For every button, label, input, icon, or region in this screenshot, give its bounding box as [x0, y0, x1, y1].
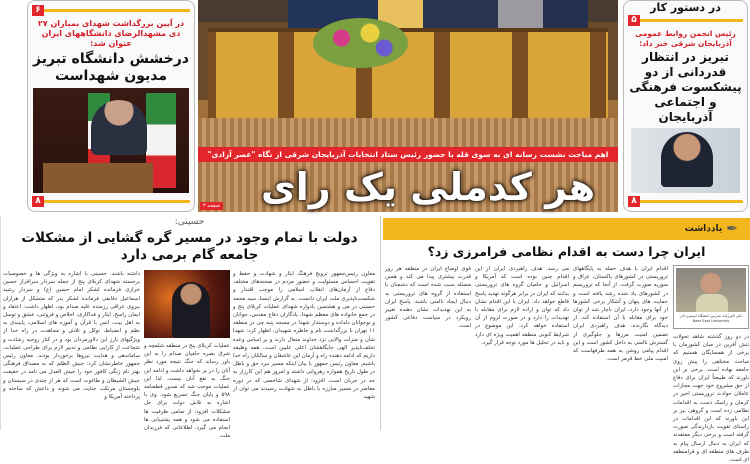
flower-arrangement [313, 18, 408, 68]
left-teaser-box[interactable] [27, 0, 195, 212]
page-ref-bottom: ۸ [32, 196, 190, 207]
note-body [383, 265, 750, 464]
section-bar [383, 218, 750, 240]
right-headline[interactable]: تبریز در انتظار قدردانی از دو پیشکسوت فرهنگی و اجتماعی آذربایجان [629, 50, 742, 124]
article-speaker: حسینی: [174, 217, 205, 227]
article-hosseini [0, 216, 378, 440]
article-column-middle: عملیات کربلای پنج در منطقه شلمچه و شرق بصره حامیان صدام را به این باور رساند که جنگ نتیجه مورد نظر آنان را در بر نخواهد داشت و ادامه این جنگ به نفع آنان نیست. لذا این عملیات موجب شد که صدور قطعنامه ۵۹۸ و پایان جنگ تسریع شود. وی با اشاره به تلاش دولت برای حل مشکلات افزود: از تمامی ظرفیت ها استفاده می شود و همه پشتیبانی ها انجام می گیرد. اطلاعاتی که فرزندان ملت [144, 343, 230, 440]
note-column-2: اقدام ایران با هدف حمله به پایگاههای تروریستی در کشورهای پاکستان، عراق و سوریه صورت گرفت. از آنجا که تروریسم در کشورهای یاد شده رشد یافته است و حمایت های پنهان و آشکار برخی کشورها از آنها وجود دارد، ایران ناچار شد از توان خود برای مقابله با آن استفاده کند. از دیدگاه نگارنده، هدف راهبردی ایران تضمین امنیت مرزها و جلوگیری از گسترش ناامنی به داخل کشور است و این اقدام پیامی روشن به همه طرفهاست که امنیت ملی خط قرمز است. [573, 266, 668, 363]
left-headline[interactable]: درخشش دانشگاه تبریز مدیون شهداست [33, 51, 189, 84]
headline-block [198, 147, 618, 212]
author-photo-frame [673, 265, 749, 329]
hosseini-figure [172, 282, 210, 338]
article-column-right: معاون رئیس‌جمهور ترویج فرهنگ ایثار و شهادت و حفظ و تقویت احساس مسئولیت و حضور مردم در صحنه‌های مختلف دفاع از آرمان‌های انقلاب اسلامی را موجب اقتدار و شکست‌ناپذیری ملت ایران دانست. به گزارش ایسنا، سید محمد حسینی در می و هشتمین یادواره شهدای عملیات کربلای پنج و در جمع خانواده های معظم شهدا، یادگاران دفاع مقدس، جوانان و نوجوانان دلداده و دوستدار شهدا در مسجد پنبه چی در منطقه ۱۱ تهران با بزرگداشت نام و خاطره شهیدان، اظهار کرد: شهدا شأن و منزلت والایی نزد خداوند متعال دارند و بر اساس وعده تخلف‌ناپذیر الهی جایگاهشان اعلی علیین است. همه وظیفه داریم که ادامه دهنده راه و آرمان این عاشقان و سالکان راه خدا باشیم. معاون رئیس جمهور با بیان اینکه مسیر نبرد حق و باطل در طول تاریخ همواره رهروانی داشته و امروز هم این کارزار به جد در جریان است، افزود: از شهدای شاخصی که در دوره معاصر در مسیر مبارزه با باطل به شهادت رسیدند می توان از شهید [233, 271, 375, 401]
right-subtitle: رئیس انجمن روابط عمومی آذربایجان شرقی خبر داد: [635, 29, 736, 48]
podium [43, 163, 153, 193]
page-ref-top: ۵ [628, 15, 743, 26]
author-photo [676, 268, 746, 312]
speaker-figure [91, 100, 147, 155]
kicker-banner: اهم مباحث نشست رسانه ای به سوی قله با حضور رئیس ستاد انتخابات آذربایجان شرقی از نگاه "عصر آزادی" [198, 147, 618, 162]
person-photo [631, 128, 740, 193]
author-caption: دکتر اکبرزاده، مدرس دانشگاه ایسترن الی Near East University [679, 314, 743, 323]
article-body [1, 270, 378, 440]
note-column-4: قوی اوضاع ایران در منطقه هر روز قدرت بیشتری پیدا می کند و همین مسئله سبب شده است که دشمنان با استفاده از گروه های تروریستی به دنبال ایجاد ناامنی باشند. پاسخ ایران به این تهدیدات نشان دهنده تغییر رویکرد در سیاست دفاعی کشور است. [385, 266, 471, 330]
speaker-photo [33, 88, 189, 193]
author-jacket [696, 294, 728, 312]
page-ref-bottom: ۸ [628, 196, 743, 207]
hosseini-photo [144, 270, 230, 338]
note-column-1: در دو روز گذشته شاهد تحولات تنش آفرین در میان کشورمان با برخی از همسایگان هستیم که مباحث مختلفی را پیش روی جامعه نهاده است. برخی بر این باورند که طبیعتاً ایران برای دفاع از حق مشروع خود جهت مجازات عاملان حوادث تروریستی اخیر در کرمان و راسک دست به اقدامات نظامی زده است و گروهی نیز بر این باورند که این اقدامات در راستای تقویت بازدارندگی صورت گرفته است و برخی دیگر معتقدند که ایران به دنبال ارسال پیام به طرف های منطقه ای و فرامنطقه ای است. [673, 334, 749, 464]
left-subtitle: در آیین بزرگداشت شهدای بمباران ۲۷ دی مشهدالرضای دانشگاههای ایران عنوان شد: [37, 19, 185, 48]
section-label: یادداشت [684, 224, 723, 234]
note-headline[interactable]: ایران چرا دست به اقدام نظامی فرامرزی زد؟ [427, 244, 706, 259]
article-note [380, 216, 750, 464]
right-teaser-box[interactable] [623, 0, 748, 212]
main-photo [198, 0, 618, 212]
pen-icon: ✒ [726, 221, 738, 237]
person-figure [661, 132, 713, 187]
page-tag[interactable]: صفحه ۳ [200, 202, 223, 210]
ornate-desk [208, 28, 608, 118]
top-cut-headline: در دستور کار [650, 1, 721, 14]
main-headline[interactable]: هر کدملی یک رای [260, 165, 596, 209]
article-headline[interactable]: دولت با تمام وجود در مسیر گره گشایی از مشکلات جامعه گام برمی دارد [21, 230, 358, 263]
note-column-3: می رسد، هدف راهبردی ایران از این اقدام چنین بوده است که آمریکا و اسرائیل و حامیان گروه های تروریستی بدانند که ایران در برابر هرگونه تهدید پاسخ قاطع خواهد داد. ایران با این اقدام نشان داد که توان و اراده لازم برای مقابله با تهدیدات را دارد و در صورت لزوم از آن استفاده خواهد کرد. این موضوع در شرایط کنونی منطقه اهمیت ویژه ای دارد و باید در تحلیل ها مورد توجه قرار گیرد. [475, 266, 569, 346]
article-column-left: داشته باشند. حسینی با اشاره به ویژگی ها و خصوصیات برجسته شهدای کربلای پنج از جمله سردار سرافراز حسین خرازی فرمانده لشکر امام حسین (ع) و سردار رشید اسماعیل دقایقی فرمانده لشکر بدر که متشکل از هزاران نیروی عراقی رزمنده علیه صدام بود، اظهار داشت: اعتقاد و ایمان راسخ، ایثار و فداکاری، اخلاص و فروتنی، عشق و توسل به اهل بیت، انس با قرآن و آموزه های اسلامی، پایبندی به نظم و انضباط، توکل و تلاش و مجاهدت در راه خدا از ویژگیهای بارز این دلاورمردان بود و در کنار روحیه رشادت و شجاعت از کارایی نظامی و تدبیر لازم برای طراحی عملیات، ساماندهی و هدایت نیروها برخوردار بودند. معاون رئیس جمهور خاطرنشان کرد: جیش الظلم که به مصداق فرهنگی بهتر نام زنگی کافور خود را جیش العدل می نامد در حقیقت جیش الشیطان و طاغوت است که هر از چندی در سیستان و بلوچستان مرتکب جنایت می شوند و داعش که ساخته و پرداخته آمریکا و [3, 271, 140, 401]
page-ref-top: ۶ [32, 5, 190, 16]
